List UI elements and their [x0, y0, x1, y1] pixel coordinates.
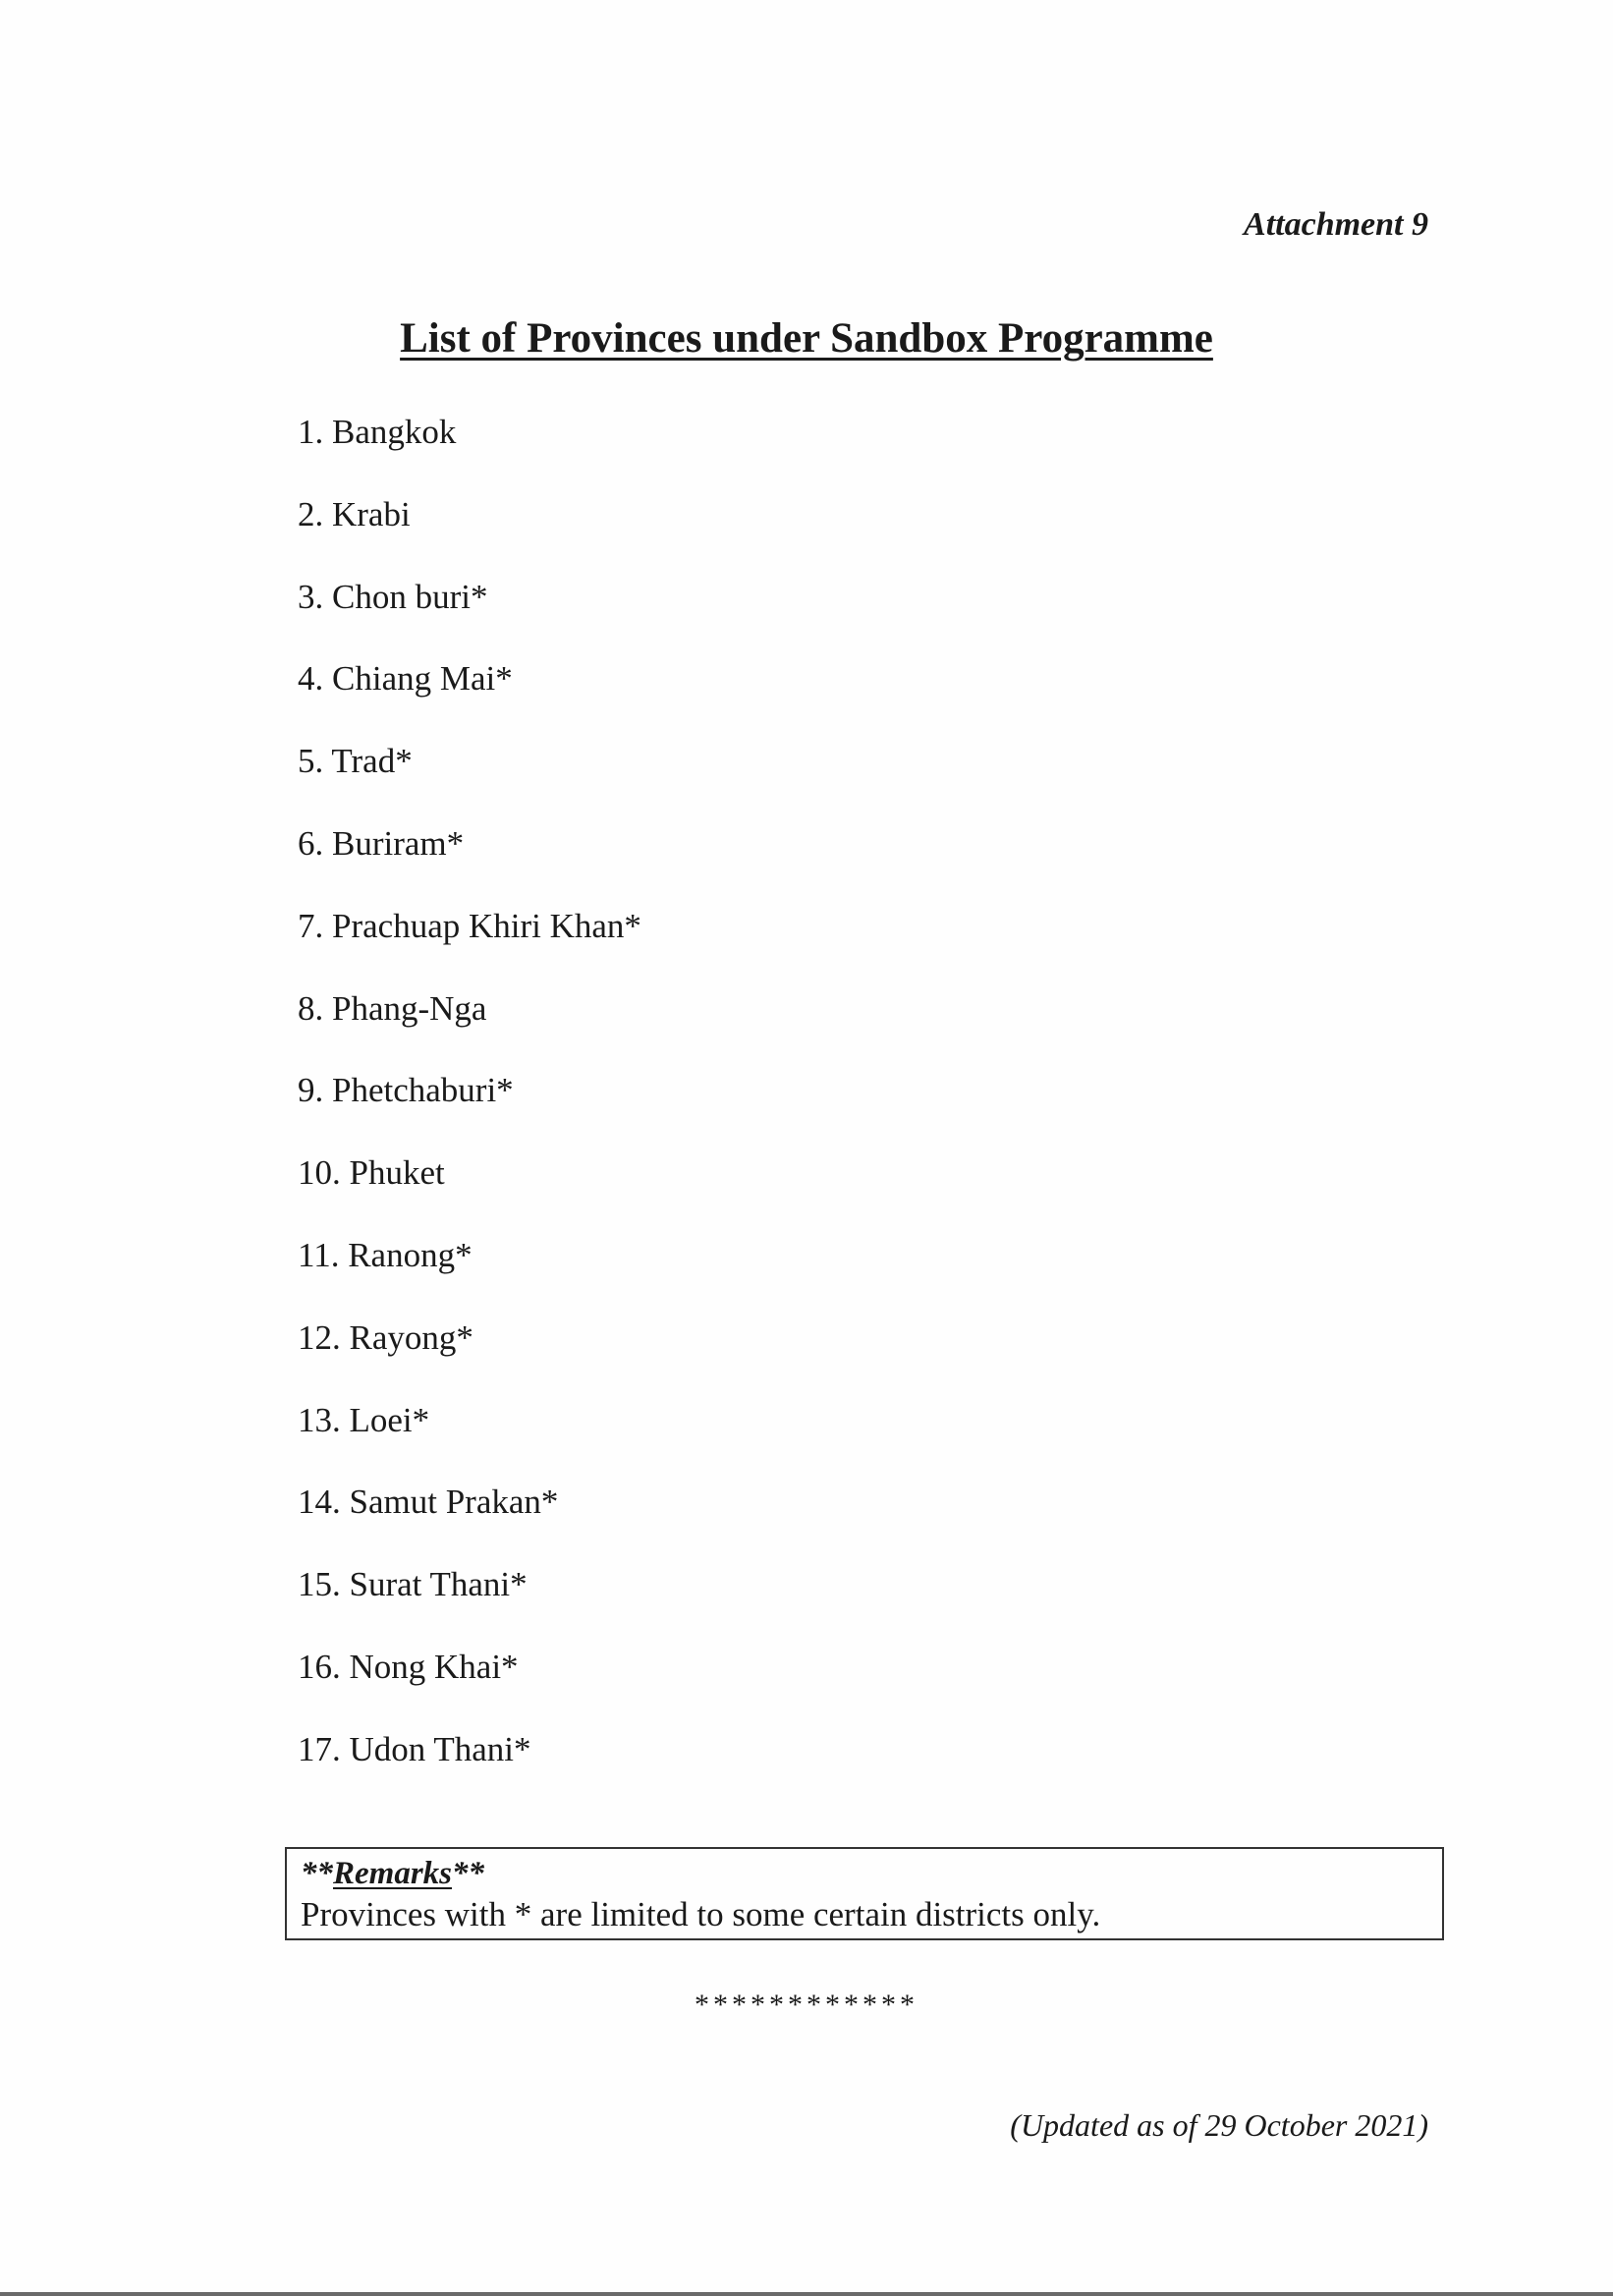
page-title: List of Provinces under Sandbox Programme	[400, 315, 1213, 362]
list-item: 8. Phang-Nga	[298, 988, 487, 1028]
remarks-suffix: **	[452, 1856, 485, 1891]
list-item: 10. Phuket	[298, 1153, 445, 1193]
list-item: 1. Bangkok	[298, 413, 457, 451]
remarks-text: Provinces with * are limited to some certain districts only.	[301, 1895, 1101, 1933]
province-list	[298, 405, 641, 1805]
list-item: 16. Nong Khai*	[298, 1647, 519, 1686]
remarks-box	[285, 1847, 1444, 1940]
list-item: 11. Ranong*	[298, 1235, 473, 1274]
list-item: 5. Trad*	[298, 742, 413, 781]
list-item: 7. Prachuap Khiri Khan*	[298, 906, 641, 945]
updated-note: (Updated as of 29 October 2021)	[1010, 2107, 1428, 2143]
list-item: 13. Loei*	[298, 1400, 430, 1439]
attachment-label: Attachment 9	[1244, 206, 1428, 243]
list-item: 12. Rayong*	[298, 1317, 473, 1357]
list-item: 6. Buriram*	[298, 823, 465, 863]
list-item: 14. Samut Prakan*	[298, 1483, 559, 1522]
list-item: 9. Phetchaburi*	[298, 1071, 514, 1110]
list-item: 4. Chiang Mai*	[298, 659, 513, 699]
remarks-heading	[301, 1853, 1428, 1894]
separator: ************	[695, 1988, 918, 2021]
scan-edge-divider	[0, 2292, 1613, 2296]
list-item: 17. Udon Thani*	[298, 1729, 531, 1768]
list-item: 3. Chon buri*	[298, 577, 488, 616]
remarks-heading-word: Remarks	[333, 1856, 453, 1891]
list-item: 15. Surat Thani*	[298, 1565, 528, 1604]
list-item: 2. Krabi	[298, 494, 411, 533]
remarks-prefix: **	[301, 1856, 333, 1891]
